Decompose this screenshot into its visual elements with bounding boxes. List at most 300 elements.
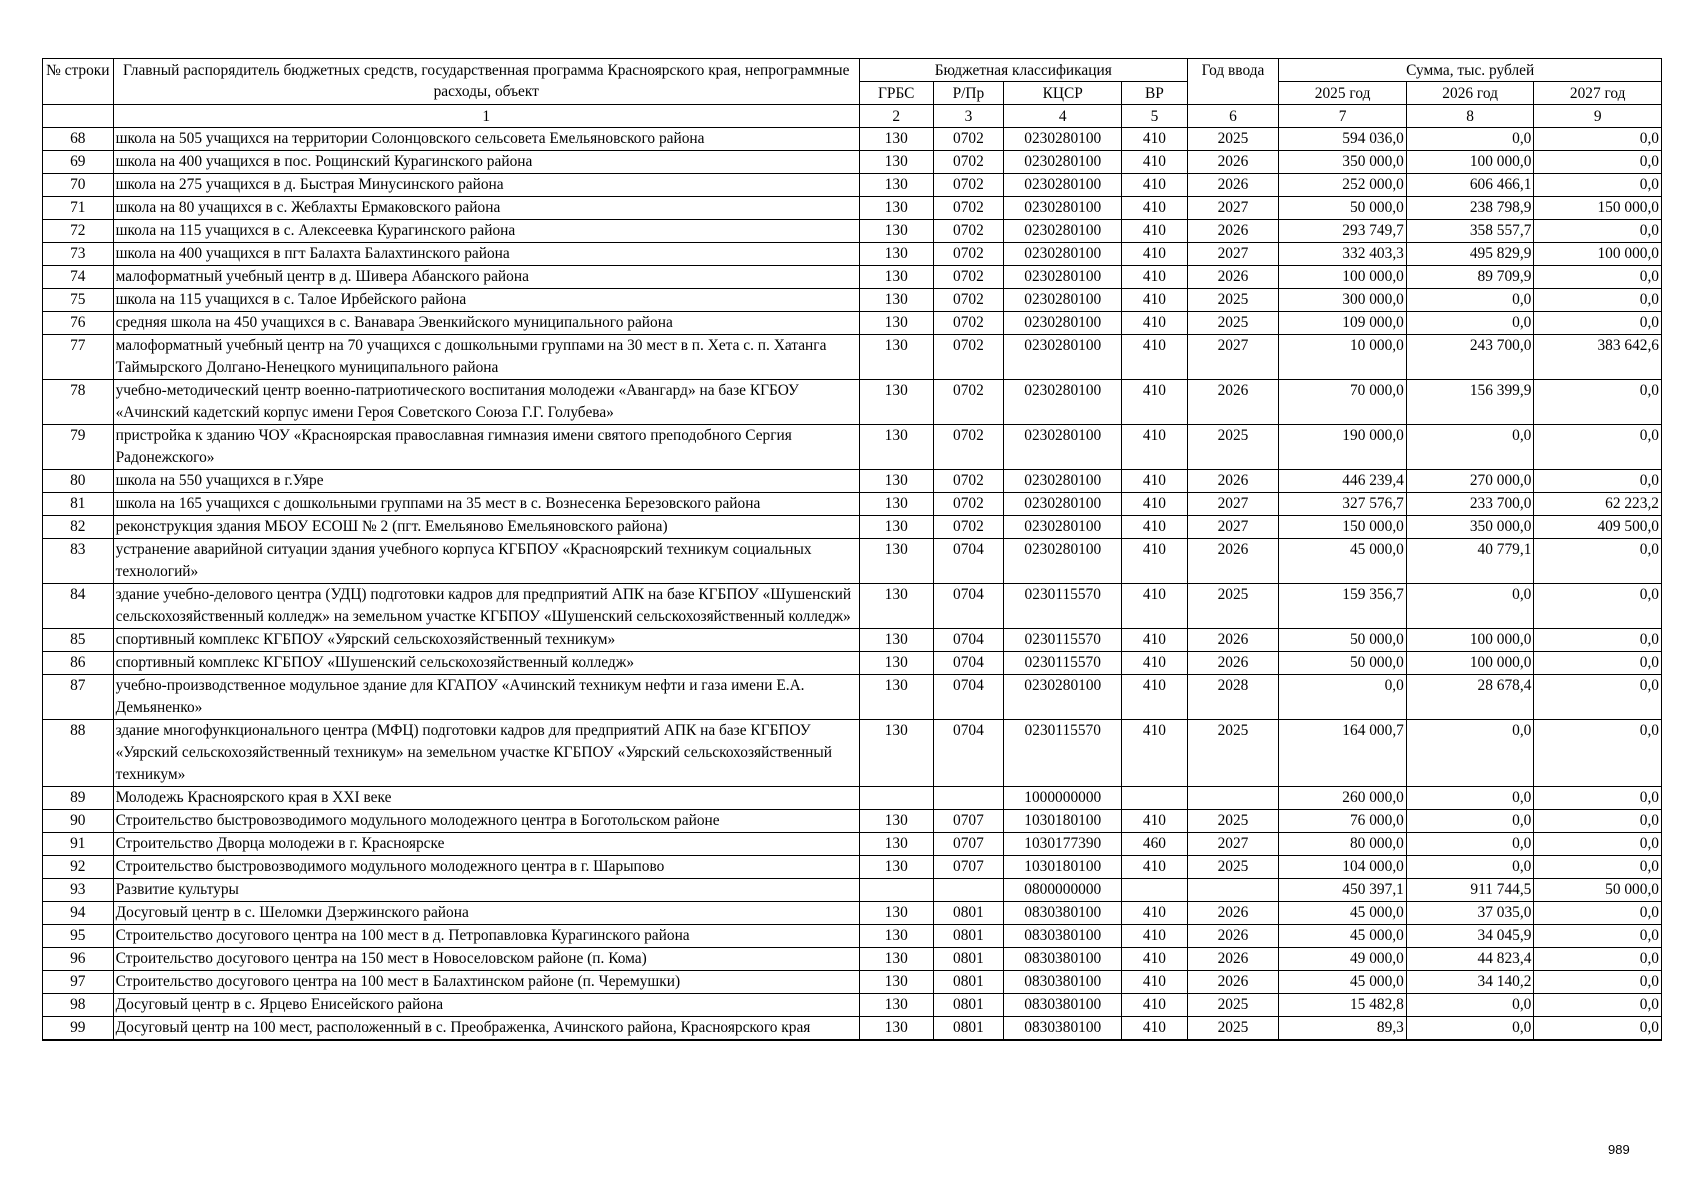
table-row [43,810,1662,833]
vr-code: 410 [1122,675,1187,720]
sum-2025: 45 000,0 [1279,971,1407,994]
sum-2026: 34 140,2 [1406,971,1534,994]
column-number: 6 [1187,105,1279,128]
vr-code: 410 [1122,243,1187,266]
grbs-code: 130 [859,948,933,971]
rpr-code: 0702 [933,289,1004,312]
row-number: 70 [43,174,114,197]
sum-2027: 0,0 [1534,629,1662,652]
kcsr-code: 0800000000 [1004,879,1122,902]
rpr-code: 0702 [933,335,1004,380]
vr-code: 410 [1122,425,1187,470]
table-row [43,629,1662,652]
vr-code: 410 [1122,335,1187,380]
table-row [43,879,1662,902]
rpr-code: 0702 [933,312,1004,335]
kcsr-code: 0230115570 [1004,720,1122,787]
sum-2025: 450 397,1 [1279,879,1407,902]
sum-2027: 0,0 [1534,151,1662,174]
sum-2027: 0,0 [1534,470,1662,493]
sum-2025: 594 036,0 [1279,128,1407,151]
vr-code: 410 [1122,856,1187,879]
vr-code: 410 [1122,948,1187,971]
vr-code: 410 [1122,220,1187,243]
rpr-code: 0702 [933,425,1004,470]
rpr-code [933,879,1004,902]
kcsr-code: 0230280100 [1004,675,1122,720]
commission-year: 2027 [1187,335,1279,380]
grbs-code: 130 [859,312,933,335]
grbs-code: 130 [859,289,933,312]
table-row [43,335,1662,380]
header-2027: 2027 год [1534,82,1662,105]
object-name: школа на 165 учащихся с дошкольными группами на 35 мест в с. Вознесенка Березовского района [113,493,859,516]
kcsr-code: 0230280100 [1004,174,1122,197]
table-row [43,289,1662,312]
commission-year [1187,787,1279,810]
sum-2026: 606 466,1 [1406,174,1534,197]
vr-code: 410 [1122,720,1187,787]
table-row [43,493,1662,516]
row-number: 96 [43,948,114,971]
commission-year: 2027 [1187,197,1279,220]
sum-2025: 0,0 [1279,675,1407,720]
header-sum: Сумма, тыс. рублей [1279,59,1662,82]
object-name: Досуговый центр в с. Шеломки Дзержинского района [113,902,859,925]
sum-2026: 911 744,5 [1406,879,1534,902]
sum-2025: 76 000,0 [1279,810,1407,833]
sum-2026: 495 829,9 [1406,243,1534,266]
header-name: Главный распорядитель бюджетных средств, государственная программа Красноярского края, непрограммные расходы, объект [113,59,859,105]
kcsr-code: 0830380100 [1004,925,1122,948]
rpr-code: 0704 [933,652,1004,675]
vr-code: 410 [1122,493,1187,516]
grbs-code: 130 [859,994,933,1017]
sum-2026: 0,0 [1406,720,1534,787]
row-number: 71 [43,197,114,220]
grbs-code: 130 [859,151,933,174]
table-row [43,994,1662,1017]
sum-2026: 28 678,4 [1406,675,1534,720]
sum-2025: 252 000,0 [1279,174,1407,197]
row-number: 86 [43,652,114,675]
commission-year: 2025 [1187,720,1279,787]
vr-code: 410 [1122,266,1187,289]
column-number: 4 [1004,105,1122,128]
table-row [43,539,1662,584]
sum-2027: 0,0 [1534,902,1662,925]
vr-code: 410 [1122,312,1187,335]
sum-2027: 150 000,0 [1534,197,1662,220]
sum-2026: 350 000,0 [1406,516,1534,539]
object-name: школа на 400 учащихся в пос. Рощинский Курагинского района [113,151,859,174]
row-number: 85 [43,629,114,652]
sum-2025: 164 000,7 [1279,720,1407,787]
sum-2027: 0,0 [1534,1017,1662,1041]
grbs-code: 130 [859,629,933,652]
kcsr-code: 0230280100 [1004,312,1122,335]
commission-year: 2025 [1187,425,1279,470]
sum-2025: 50 000,0 [1279,197,1407,220]
sum-2026: 238 798,9 [1406,197,1534,220]
object-name: Строительство быстровозводимого модульного молодежного центра в г. Шарыпово [113,856,859,879]
rpr-code: 0801 [933,902,1004,925]
rpr-code: 0704 [933,539,1004,584]
table-header [43,59,1662,128]
sum-2027: 0,0 [1534,948,1662,971]
row-number: 87 [43,675,114,720]
sum-2027: 62 223,2 [1534,493,1662,516]
kcsr-code: 0230115570 [1004,629,1122,652]
kcsr-code: 0230280100 [1004,128,1122,151]
sum-2027: 0,0 [1534,174,1662,197]
row-number: 83 [43,539,114,584]
vr-code: 410 [1122,380,1187,425]
table-row [43,856,1662,879]
sum-2027: 0,0 [1534,675,1662,720]
sum-2025: 190 000,0 [1279,425,1407,470]
object-name: Строительство Дворца молодежи в г. Красноярске [113,833,859,856]
header-2025: 2025 год [1279,82,1407,105]
sum-2026: 0,0 [1406,425,1534,470]
row-number: 88 [43,720,114,787]
kcsr-code: 0230280100 [1004,266,1122,289]
vr-code [1122,879,1187,902]
table-row [43,380,1662,425]
vr-code: 410 [1122,584,1187,629]
sum-2026: 0,0 [1406,787,1534,810]
table-row [43,516,1662,539]
column-number: 8 [1406,105,1534,128]
column-number: 9 [1534,105,1662,128]
sum-2025: 350 000,0 [1279,151,1407,174]
grbs-code: 130 [859,380,933,425]
sum-2025: 260 000,0 [1279,787,1407,810]
sum-2025: 446 239,4 [1279,470,1407,493]
kcsr-code: 0230115570 [1004,584,1122,629]
row-number: 82 [43,516,114,539]
header-row-number: № строки [43,59,114,105]
rpr-code: 0801 [933,971,1004,994]
rpr-code: 0702 [933,151,1004,174]
grbs-code: 130 [859,720,933,787]
vr-code [1122,787,1187,810]
table-row [43,174,1662,197]
rpr-code: 0707 [933,833,1004,856]
object-name: малоформатный учебный центр в д. Шивера Абанского района [113,266,859,289]
commission-year: 2025 [1187,584,1279,629]
grbs-code: 130 [859,425,933,470]
kcsr-code: 0230115570 [1004,652,1122,675]
sum-2026: 40 779,1 [1406,539,1534,584]
sum-2025: 332 403,3 [1279,243,1407,266]
commission-year: 2026 [1187,948,1279,971]
vr-code: 410 [1122,1017,1187,1041]
kcsr-code: 1030180100 [1004,810,1122,833]
grbs-code: 130 [859,925,933,948]
grbs-code: 130 [859,470,933,493]
rpr-code: 0801 [933,925,1004,948]
object-name: школа на 115 учащихся в с. Талое Ирбейского района [113,289,859,312]
kcsr-code: 0230280100 [1004,335,1122,380]
object-name: малоформатный учебный центр на 70 учащихся с дошкольными группами на 30 мест в п. Хета с. п. Хатанга Таймырского Долгано-Ненецкого муниципального района [113,335,859,380]
kcsr-code: 0830380100 [1004,1017,1122,1041]
grbs-code: 130 [859,335,933,380]
commission-year: 2027 [1187,243,1279,266]
header-2026: 2026 год [1406,82,1534,105]
sum-2026: 100 000,0 [1406,151,1534,174]
sum-2025: 100 000,0 [1279,266,1407,289]
row-number: 97 [43,971,114,994]
vr-code: 410 [1122,151,1187,174]
commission-year: 2026 [1187,470,1279,493]
object-name: Строительство досугового центра на 100 мест в Балахтинском районе (п. Черемушки) [113,971,859,994]
row-number: 76 [43,312,114,335]
object-name: спортивный комплекс КГБПОУ «Уярский сельскохозяйственный техникум» [113,629,859,652]
sum-2026: 34 045,9 [1406,925,1534,948]
rpr-code: 0702 [933,266,1004,289]
column-number: 3 [933,105,1004,128]
header-grbs: ГРБС [859,82,933,105]
sum-2025: 15 482,8 [1279,994,1407,1017]
sum-2027: 50 000,0 [1534,879,1662,902]
table-row [43,902,1662,925]
vr-code: 410 [1122,197,1187,220]
commission-year: 2026 [1187,971,1279,994]
object-name: пристройка к зданию ЧОУ «Красноярская православная гимназия имени святого преподобного Сергия Радонежского» [113,425,859,470]
table-row [43,948,1662,971]
sum-2025: 80 000,0 [1279,833,1407,856]
sum-2026: 233 700,0 [1406,493,1534,516]
kcsr-code: 0230280100 [1004,289,1122,312]
table-row [43,925,1662,948]
object-name: Развитие культуры [113,879,859,902]
kcsr-code: 0230280100 [1004,380,1122,425]
commission-year: 2026 [1187,151,1279,174]
vr-code: 410 [1122,539,1187,584]
rpr-code: 0702 [933,197,1004,220]
object-name: здание многофункционального центра (МФЦ) подготовки кадров для предприятий АПК на базе КГБПОУ «Уярский сельскохозяйственный техникум» на земельном участке КГБПОУ «Уярский сельскохозяйственный техникум» [113,720,859,787]
sum-2027: 0,0 [1534,720,1662,787]
table-row [43,652,1662,675]
commission-year: 2025 [1187,312,1279,335]
column-number: 7 [1279,105,1407,128]
row-number: 98 [43,994,114,1017]
vr-code: 410 [1122,128,1187,151]
sum-2026: 100 000,0 [1406,652,1534,675]
kcsr-code: 0230280100 [1004,516,1122,539]
commission-year: 2025 [1187,1017,1279,1041]
rpr-code: 0704 [933,629,1004,652]
object-name: реконструкция здания МБОУ ЕСОШ № 2 (пгт. Емельяново Емельяновского района) [113,516,859,539]
grbs-code: 130 [859,493,933,516]
table-row [43,584,1662,629]
column-number: 1 [113,105,859,128]
vr-code: 410 [1122,470,1187,493]
sum-2027: 0,0 [1534,584,1662,629]
kcsr-code: 0230280100 [1004,197,1122,220]
kcsr-code: 1000000000 [1004,787,1122,810]
kcsr-code: 0230280100 [1004,243,1122,266]
rpr-code: 0801 [933,948,1004,971]
table-row [43,833,1662,856]
sum-2027: 0,0 [1534,425,1662,470]
row-number: 95 [43,925,114,948]
row-number: 69 [43,151,114,174]
grbs-code: 130 [859,971,933,994]
sum-2027: 409 500,0 [1534,516,1662,539]
commission-year: 2025 [1187,994,1279,1017]
grbs-code: 130 [859,902,933,925]
row-number: 80 [43,470,114,493]
commission-year: 2025 [1187,128,1279,151]
object-name: средняя школа на 450 учащихся в с. Ванавара Эвенкийского муниципального района [113,312,859,335]
sum-2027: 0,0 [1534,787,1662,810]
rpr-code: 0704 [933,584,1004,629]
grbs-code: 130 [859,810,933,833]
commission-year: 2027 [1187,833,1279,856]
kcsr-code: 0830380100 [1004,994,1122,1017]
table-row [43,220,1662,243]
grbs-code: 130 [859,675,933,720]
sum-2026: 0,0 [1406,312,1534,335]
column-number [43,105,114,128]
sum-2026: 0,0 [1406,584,1534,629]
row-number: 79 [43,425,114,470]
row-number: 73 [43,243,114,266]
vr-code: 410 [1122,174,1187,197]
sum-2027: 0,0 [1534,856,1662,879]
sum-2027: 383 642,6 [1534,335,1662,380]
sum-2025: 45 000,0 [1279,925,1407,948]
object-name: учебно-методический центр военно-патриотического воспитания молодежи «Авангард» на базе КГБОУ «Ачинский кадетский корпус имени Героя Советского Союза Г.Г. Голубева» [113,380,859,425]
commission-year: 2027 [1187,516,1279,539]
sum-2027: 0,0 [1534,994,1662,1017]
rpr-code: 0702 [933,128,1004,151]
kcsr-code: 0230280100 [1004,425,1122,470]
object-name: Досуговый центр в с. Ярцево Енисейского района [113,994,859,1017]
vr-code: 410 [1122,810,1187,833]
sum-2027: 0,0 [1534,220,1662,243]
object-name: школа на 400 учащихся в пгт Балахта Балахтинского района [113,243,859,266]
vr-code: 410 [1122,629,1187,652]
kcsr-code: 1030180100 [1004,856,1122,879]
grbs-code [859,879,933,902]
table-row [43,197,1662,220]
grbs-code: 130 [859,243,933,266]
kcsr-code: 0830380100 [1004,902,1122,925]
object-name: Строительство досугового центра на 150 мест в Новоселовском районе (п. Кома) [113,948,859,971]
kcsr-code: 0230280100 [1004,220,1122,243]
sum-2026: 0,0 [1406,1017,1534,1041]
table-row [43,243,1662,266]
grbs-code: 130 [859,197,933,220]
commission-year: 2027 [1187,493,1279,516]
object-name: школа на 505 учащихся на территории Солонцовского сельсовета Емельяновского района [113,128,859,151]
kcsr-code: 0830380100 [1004,948,1122,971]
table-row [43,312,1662,335]
grbs-code: 130 [859,220,933,243]
sum-2026: 243 700,0 [1406,335,1534,380]
sum-2027: 0,0 [1534,289,1662,312]
rpr-code [933,787,1004,810]
commission-year: 2026 [1187,266,1279,289]
sum-2027: 0,0 [1534,833,1662,856]
header-budget-classification: Бюджетная классификация [859,59,1187,82]
column-number: 5 [1122,105,1187,128]
vr-code: 410 [1122,289,1187,312]
table-row [43,971,1662,994]
rpr-code: 0801 [933,994,1004,1017]
kcsr-code: 0230280100 [1004,470,1122,493]
vr-code: 410 [1122,516,1187,539]
table-row [43,1017,1662,1041]
row-number: 99 [43,1017,114,1041]
sum-2025: 70 000,0 [1279,380,1407,425]
sum-2025: 49 000,0 [1279,948,1407,971]
row-number: 93 [43,879,114,902]
sum-2026: 0,0 [1406,810,1534,833]
grbs-code: 130 [859,174,933,197]
sum-2026: 0,0 [1406,994,1534,1017]
commission-year [1187,879,1279,902]
rpr-code: 0702 [933,220,1004,243]
table-row [43,151,1662,174]
sum-2025: 104 000,0 [1279,856,1407,879]
row-number: 84 [43,584,114,629]
commission-year: 2026 [1187,380,1279,425]
sum-2025: 45 000,0 [1279,539,1407,584]
row-number: 72 [43,220,114,243]
rpr-code: 0702 [933,243,1004,266]
object-name: здание учебно-делового центра (УДЦ) подготовки кадров для предприятий АПК на базе КГБПОУ «Шушенский сельскохозяйственный колледж» на земельном участке КГБПОУ «Шушенский сельскохозяйственный колледж» [113,584,859,629]
table-row [43,266,1662,289]
commission-year: 2026 [1187,902,1279,925]
commission-year: 2026 [1187,629,1279,652]
row-number: 75 [43,289,114,312]
sum-2025: 150 000,0 [1279,516,1407,539]
kcsr-code: 0830380100 [1004,971,1122,994]
vr-code: 460 [1122,833,1187,856]
sum-2025: 50 000,0 [1279,629,1407,652]
commission-year: 2026 [1187,174,1279,197]
object-name: учебно-производственное модульное здание для КГАПОУ «Ачинский техникум нефти и газа имени Е.А. Демьяненко» [113,675,859,720]
table-row [43,470,1662,493]
page-number: 989 [1608,1142,1630,1157]
object-name: школа на 115 учащихся в с. Алексеевка Курагинского района [113,220,859,243]
sum-2027: 0,0 [1534,380,1662,425]
vr-code: 410 [1122,902,1187,925]
rpr-code: 0702 [933,516,1004,539]
grbs-code: 130 [859,1017,933,1041]
grbs-code: 130 [859,833,933,856]
row-number: 92 [43,856,114,879]
sum-2026: 358 557,7 [1406,220,1534,243]
commission-year: 2026 [1187,220,1279,243]
table-row [43,128,1662,151]
commission-year: 2026 [1187,539,1279,584]
table-body [43,128,1662,1041]
sum-2027: 0,0 [1534,266,1662,289]
object-name: устранение аварийной ситуации здания учебного корпуса КГБПОУ «Красноярский техникум социальных технологий» [113,539,859,584]
kcsr-code: 0230280100 [1004,493,1122,516]
table-row [43,720,1662,787]
header-kcsr: КЦСР [1004,82,1122,105]
header-year: Год ввода [1187,59,1279,105]
sum-2025: 89,3 [1279,1017,1407,1041]
commission-year: 2026 [1187,925,1279,948]
sum-2027: 0,0 [1534,128,1662,151]
